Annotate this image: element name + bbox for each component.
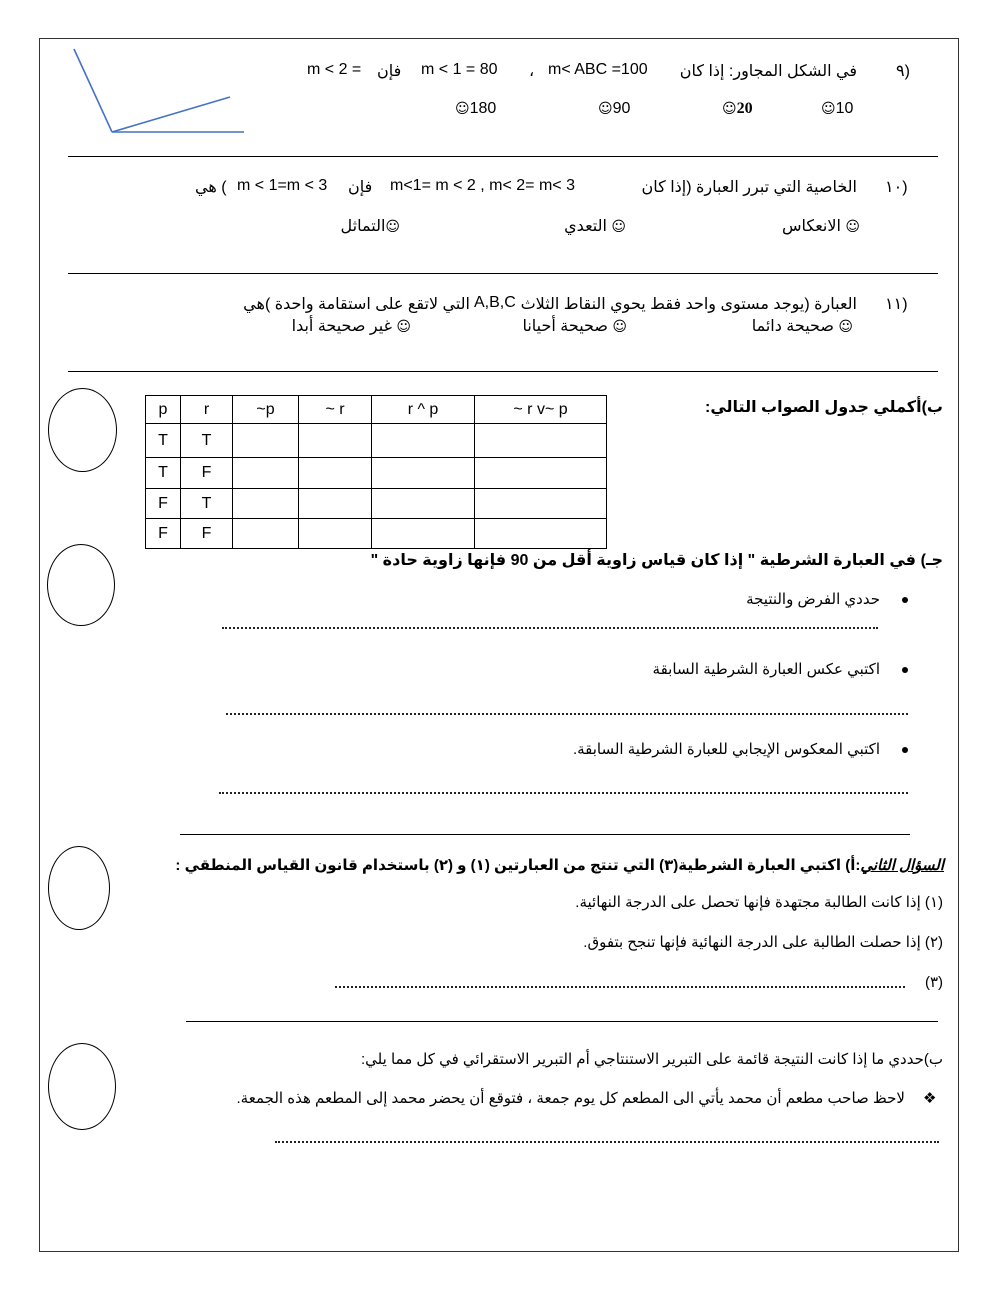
answer-cell[interactable] (372, 424, 475, 458)
answer-line[interactable] (226, 713, 908, 715)
q2-item-text: لاحظ صاحب مطعم أن محمد يأتي الى المطعم كل يوم جمعة ، فتوقع أن يحضر محمد إلى المطعم هذه الجمعة. (236, 1090, 905, 1107)
bullet-1-text: حددي الفرض والنتيجة (746, 591, 880, 608)
angle-ray-left (74, 49, 112, 132)
q9-option-1[interactable]: 10☺ (821, 100, 854, 117)
diamond-bullet-icon: ❖ (923, 1090, 937, 1107)
q11-option-2[interactable]: ☺ صحيحة أحيانا (522, 318, 627, 335)
truth-table (145, 395, 607, 549)
table-header-row (146, 396, 607, 424)
q9-condition-2: m < 1 = 80 (421, 61, 498, 78)
answer-cell[interactable] (372, 458, 475, 489)
cell-p: T (146, 458, 181, 489)
table-row (146, 424, 607, 458)
q2-statement-2: (٢) إذا حصلت الطالبة على الدرجة النهائية فإنها تنجح بتفوق. (583, 934, 943, 951)
q2-title: السؤال الثاني (860, 857, 944, 874)
score-circle (47, 544, 115, 626)
score-circle (48, 846, 110, 930)
bullet-2-text: اكتبي عكس العبارة الشرطية السابقة (652, 661, 880, 678)
cell-p: F (146, 489, 181, 519)
bullet-icon (902, 667, 908, 673)
answer-cell[interactable] (475, 424, 607, 458)
cell-r: T (181, 489, 233, 519)
q11-option-3[interactable]: ☺ غير صحيحة أبدا (291, 318, 411, 335)
smiley-icon: ☺ (838, 319, 853, 335)
q9-option-2[interactable]: 20☺ (722, 100, 753, 117)
q10-option-2[interactable]: ☺ التعدي (564, 218, 626, 235)
smiley-icon: ☺ (455, 101, 470, 117)
answer-cell[interactable] (299, 458, 372, 489)
answer-cell[interactable] (233, 489, 299, 519)
header-not-r-or-not-p: ~ r v~ p (475, 396, 607, 424)
answer-cell[interactable] (299, 489, 372, 519)
q10-condition: m<1= m < 2 , m< 2= m< 3 (390, 177, 575, 194)
bullet-icon (902, 747, 908, 753)
q9-number: ٩) (896, 63, 910, 80)
q9-text: في الشكل المجاور: إذا كان (679, 63, 857, 80)
answer-cell[interactable] (372, 489, 475, 519)
part-c-label: جـ) (920, 552, 943, 569)
answer-cell[interactable] (372, 519, 475, 549)
q2-statement-1: (١) إذا كانت الطالبة مجتهدة فإنها تحصل على الدرجة النهائية. (575, 894, 943, 911)
smiley-icon: ☺ (598, 101, 613, 117)
score-circle (48, 1043, 116, 1130)
answer-cell[interactable] (475, 489, 607, 519)
q9-separator: ، (529, 63, 535, 80)
angle-ray-middle (112, 97, 230, 132)
table-row (146, 489, 607, 519)
cell-r: F (181, 519, 233, 549)
smiley-icon: ☺ (821, 101, 836, 117)
cell-p: T (146, 424, 181, 458)
smiley-icon: ☺ (396, 319, 411, 335)
cell-r: F (181, 458, 233, 489)
smiley-icon: ☺ (845, 219, 860, 235)
answer-line[interactable] (335, 986, 905, 988)
answer-cell[interactable] (475, 519, 607, 549)
answer-cell[interactable] (233, 458, 299, 489)
q11-text-1: العبارة (يوجد مستوى واحد فقط يحوي النقاط الثلاث (520, 296, 857, 313)
q10-number: ١٠) (885, 179, 908, 196)
smiley-icon: ☺ (611, 219, 626, 235)
q9-condition-1: m< ABC =100 (548, 61, 648, 78)
answer-line[interactable] (275, 1141, 939, 1143)
q9-then: فإن (377, 63, 402, 80)
q10-end: ) هي (195, 179, 227, 196)
angle-figure (68, 46, 248, 138)
divider (68, 371, 938, 372)
bullet-3-text: اكتبي المعكوس الإيجابي للعبارة الشرطية السابقة. (572, 741, 880, 758)
part-c-heading: في العبارة الشرطية " إذا كان قياس زاوية أقل من 90 فإنها زاوية حادة " (370, 552, 916, 569)
answer-cell[interactable] (475, 458, 607, 489)
q2-part-b: ب)حددي ما إذا كانت النتيجة قائمة على التبرير الاستنتاجي أم التبرير الاستقرائي في كل مما يلي: (360, 1051, 943, 1068)
q9-option-3[interactable]: 90☺ (598, 100, 631, 117)
header-not-p: ~p (233, 396, 299, 424)
truth-table-label: ب)أكملي جدول الصواب التالي: (705, 399, 943, 416)
q11-number: ١١) (885, 296, 908, 313)
header-p: p (146, 396, 181, 424)
header-r-and-p: r ^ p (372, 396, 475, 424)
answer-line[interactable] (222, 627, 878, 629)
divider (186, 1021, 938, 1022)
q10-option-1[interactable]: ☺ الانعكاس (781, 218, 860, 235)
q10-then: فإن (348, 179, 373, 196)
table-row (146, 458, 607, 489)
q10-text: الخاصية التي تبرر العبارة (إذا كان (641, 179, 857, 196)
q11-points: A,B,C (474, 294, 516, 311)
q11-option-1[interactable]: ☺ صحيحة دائما (751, 318, 853, 335)
answer-cell[interactable] (299, 519, 372, 549)
answer-cell[interactable] (233, 424, 299, 458)
q10-result: m < 1=m < 3 (237, 177, 328, 194)
divider (180, 834, 910, 835)
divider (68, 273, 938, 274)
smiley-icon: ☺ (385, 219, 400, 235)
q9-ask: m < 2 = (307, 61, 362, 78)
answer-cell[interactable] (233, 519, 299, 549)
answer-line[interactable] (219, 792, 908, 794)
header-not-r: ~ r (299, 396, 372, 424)
score-circle (48, 388, 117, 472)
q11-text-2: التي لاتقع على استقامة واحدة )هي (243, 296, 470, 313)
header-r: r (181, 396, 233, 424)
q9-option-4[interactable]: 180☺ (455, 100, 497, 117)
q2-heading (175, 856, 944, 874)
table-row (146, 519, 607, 549)
divider (68, 156, 938, 157)
smiley-icon: ☺ (722, 101, 737, 117)
bullet-icon (902, 597, 908, 603)
smiley-icon: ☺ (612, 319, 627, 335)
cell-p: F (146, 519, 181, 549)
cell-r: T (181, 424, 233, 458)
q10-option-3[interactable]: ☺التماثل (340, 218, 400, 235)
q2-statement-3-label: (٣) (924, 974, 943, 991)
answer-cell[interactable] (299, 424, 372, 458)
q2-part-a: :أ) اكتبي العبارة الشرطية(٣) التي تنتج من العبارتين (١) و (٢) باستخدام قانون القياس المنطقي : (175, 857, 861, 874)
